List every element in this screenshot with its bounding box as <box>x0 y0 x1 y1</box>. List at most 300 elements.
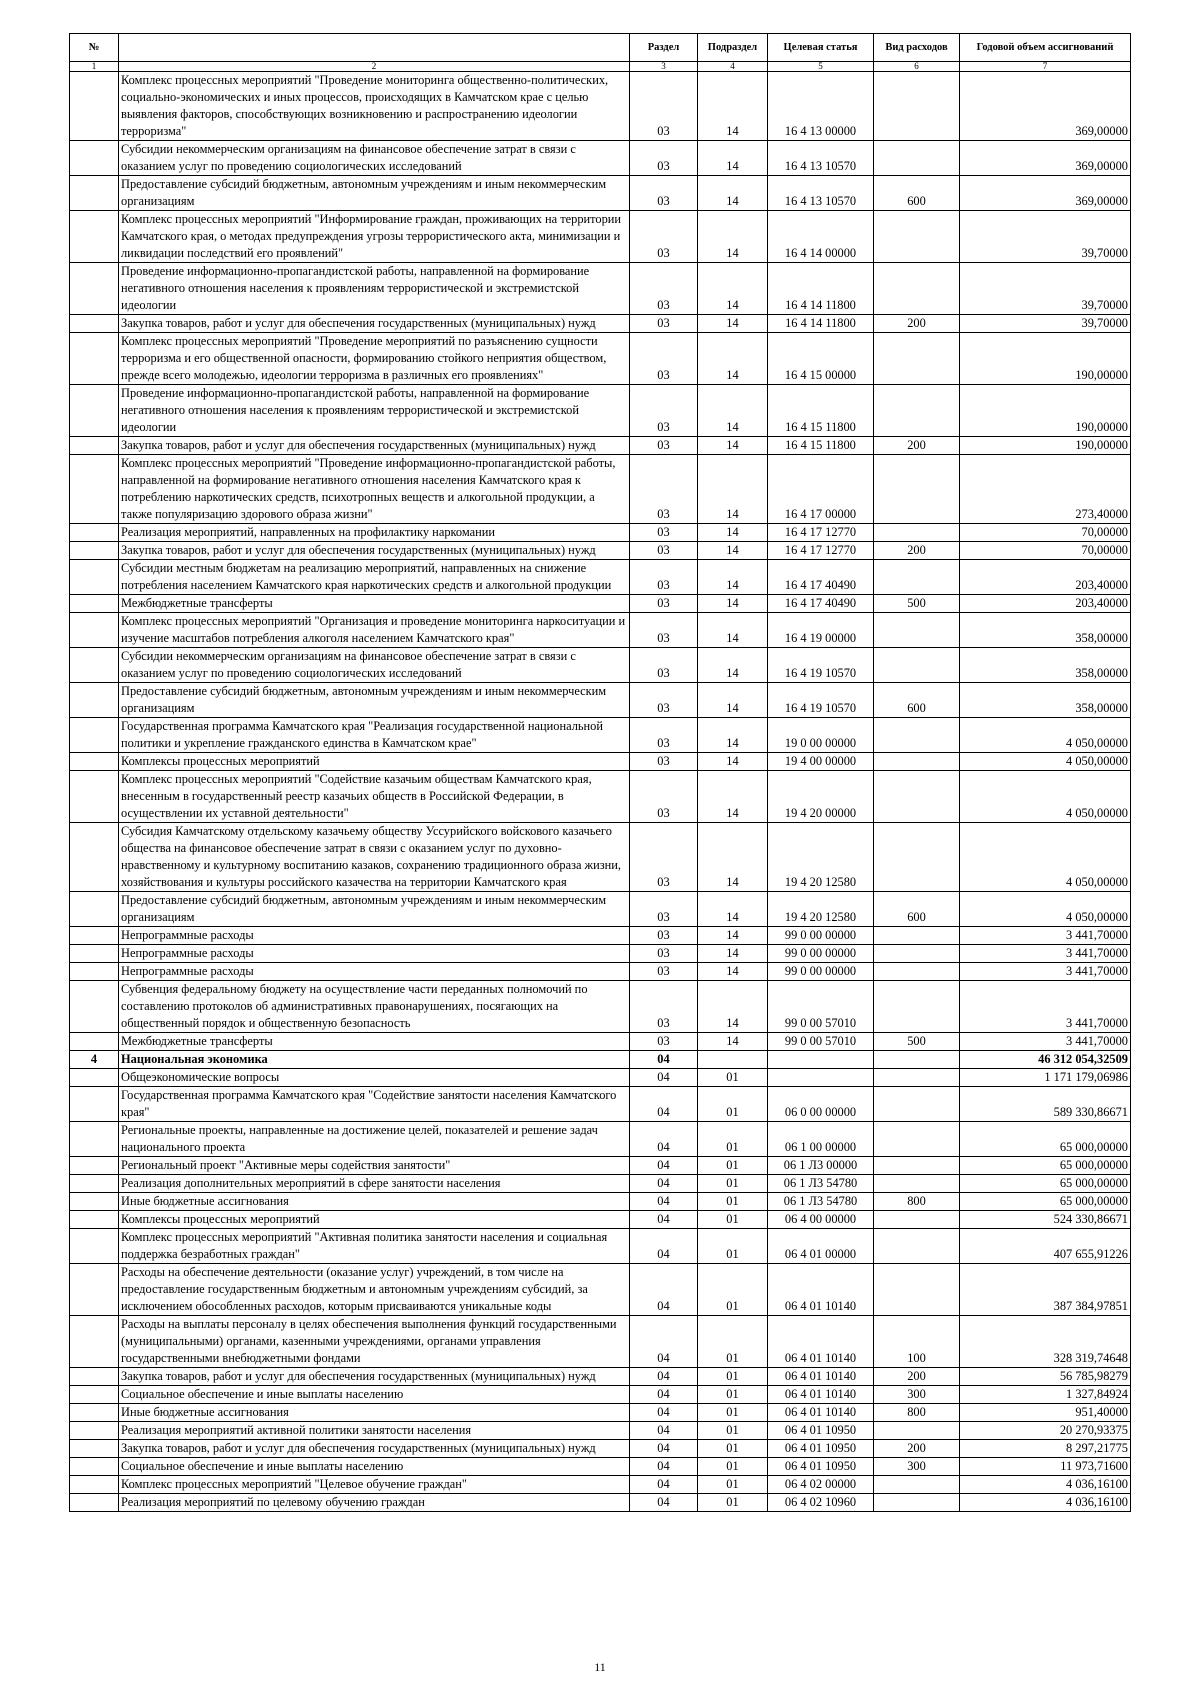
row-expense-type-cell <box>874 1264 960 1316</box>
row-expense-type-cell <box>874 963 960 981</box>
row-amount-cell: 8 297,21775 <box>960 1440 1131 1458</box>
row-expense-type-cell <box>874 648 960 683</box>
table-row <box>70 1494 1131 1512</box>
table-row <box>70 683 1131 718</box>
row-section-cell: 03 <box>630 385 698 437</box>
row-subsection-cell: 01 <box>698 1122 768 1157</box>
header-number: № <box>70 34 119 62</box>
row-name-cell: Субсидия Камчатскому отдельскому казачьему обществу Уссурийского войскового казачьего общества на финансовое обеспечение затрат в связи с оказанием услуг по духовно-нравственному и культурному воспитанию казаков, сохранению традиционного образа жизни, хозяйствования и культуры российского казачества на территории Камчатского края <box>119 823 630 892</box>
row-number-cell <box>70 1264 119 1316</box>
row-section-cell: 03 <box>630 595 698 613</box>
row-section-cell: 03 <box>630 524 698 542</box>
table-row <box>70 1229 1131 1264</box>
column-number: 6 <box>874 62 960 72</box>
row-name-cell: Субвенция федеральному бюджету на осуществление части переданных полномочий по составлению протоколов об административных правонарушениях, посягающих на общественный порядок и общественную безопасность <box>119 981 630 1033</box>
row-name-cell: Реализация мероприятий, направленных на профилактику наркомании <box>119 524 630 542</box>
row-number-cell <box>70 1157 119 1175</box>
row-amount-cell: 358,00000 <box>960 648 1131 683</box>
row-subsection-cell: 14 <box>698 72 768 141</box>
table-row <box>70 524 1131 542</box>
row-name-cell: Комплекс процессных мероприятий "Проведение информационно-пропагандистской работы, направленной на формирование негативного отношения населения Камчатского края к потреблению наркотических средств, психотропных веществ и алкогольной продукции, а также популяризацию здорового образа жизни" <box>119 455 630 524</box>
row-number-cell <box>70 1494 119 1512</box>
table-row <box>70 771 1131 823</box>
row-section-cell: 04 <box>630 1193 698 1211</box>
row-name-cell: Предоставление субсидий бюджетным, автономным учреждениям и иным некоммерческим организациям <box>119 683 630 718</box>
row-expense-type-cell: 600 <box>874 892 960 927</box>
row-subsection-cell: 14 <box>698 263 768 315</box>
row-section-cell: 04 <box>630 1476 698 1494</box>
row-amount-cell: 3 441,70000 <box>960 927 1131 945</box>
row-target-article-cell: 06 4 00 00000 <box>768 1211 874 1229</box>
table-row <box>70 560 1131 595</box>
row-section-cell: 03 <box>630 945 698 963</box>
row-subsection-cell: 14 <box>698 211 768 263</box>
row-expense-type-cell <box>874 927 960 945</box>
column-number-row <box>70 62 1131 72</box>
table-row <box>70 1122 1131 1157</box>
row-section-cell: 04 <box>630 1051 698 1069</box>
row-name-cell: Закупка товаров, работ и услуг для обеспечения государственных (муниципальных) нужд <box>119 542 630 560</box>
row-section-cell: 03 <box>630 333 698 385</box>
row-name-cell: Закупка товаров, работ и услуг для обеспечения государственных (муниципальных) нужд <box>119 315 630 333</box>
row-amount-cell: 358,00000 <box>960 613 1131 648</box>
row-expense-type-cell: 600 <box>874 176 960 211</box>
row-name-cell: Межбюджетные трансферты <box>119 595 630 613</box>
row-expense-type-cell <box>874 1476 960 1494</box>
table-row <box>70 1033 1131 1051</box>
row-section-cell: 03 <box>630 613 698 648</box>
row-target-article-cell: 06 4 02 00000 <box>768 1476 874 1494</box>
row-expense-type-cell <box>874 211 960 263</box>
table-row <box>70 211 1131 263</box>
row-subsection-cell: 14 <box>698 437 768 455</box>
row-number-cell <box>70 718 119 753</box>
row-section-cell: 03 <box>630 72 698 141</box>
row-number-cell <box>70 927 119 945</box>
row-target-article-cell: 16 4 19 00000 <box>768 613 874 648</box>
table-row <box>70 613 1131 648</box>
row-name-cell: Комплекс процессных мероприятий "Проведение мониторинга общественно-политических, социально-экономических и иных процессов, происходящих в Камчатском крае с целью выявления факторов, способствующих возникновению и распространению идеологии терроризма" <box>119 72 630 141</box>
row-expense-type-cell <box>874 1422 960 1440</box>
row-subsection-cell: 01 <box>698 1087 768 1122</box>
row-target-article-cell: 99 0 00 00000 <box>768 963 874 981</box>
table-row <box>70 823 1131 892</box>
table-row <box>70 315 1131 333</box>
row-name-cell: Комплексы процессных мероприятий <box>119 1211 630 1229</box>
row-amount-cell: 369,00000 <box>960 141 1131 176</box>
table-body <box>70 72 1131 1512</box>
row-amount-cell: 65 000,00000 <box>960 1122 1131 1157</box>
row-subsection-cell: 14 <box>698 927 768 945</box>
row-section-cell: 04 <box>630 1264 698 1316</box>
row-section-cell: 03 <box>630 455 698 524</box>
row-amount-cell: 39,70000 <box>960 315 1131 333</box>
row-name-cell: Общеэкономические вопросы <box>119 1069 630 1087</box>
row-section-cell: 04 <box>630 1422 698 1440</box>
row-name-cell: Государственная программа Камчатского края "Реализация государственной национальной политики и укрепление гражданского единства в Камчатском крае" <box>119 718 630 753</box>
row-section-cell: 04 <box>630 1175 698 1193</box>
row-amount-cell: 1 171 179,06986 <box>960 1069 1131 1087</box>
row-target-article-cell: 06 4 01 10950 <box>768 1422 874 1440</box>
row-target-article-cell: 16 4 19 10570 <box>768 683 874 718</box>
table-row <box>70 718 1131 753</box>
row-expense-type-cell <box>874 1229 960 1264</box>
row-name-cell: Непрограммные расходы <box>119 945 630 963</box>
row-section-cell: 03 <box>630 892 698 927</box>
table-header <box>70 34 1131 72</box>
row-number-cell <box>70 1368 119 1386</box>
row-name-cell: Реализация дополнительных мероприятий в сфере занятости населения <box>119 1175 630 1193</box>
row-target-article-cell: 06 1 00 00000 <box>768 1122 874 1157</box>
row-subsection-cell: 14 <box>698 718 768 753</box>
row-section-cell: 04 <box>630 1316 698 1368</box>
row-amount-cell: 3 441,70000 <box>960 945 1131 963</box>
row-target-article-cell: 06 4 01 00000 <box>768 1229 874 1264</box>
row-name-cell: Расходы на выплаты персоналу в целях обеспечения выполнения функций государственными (муниципальными) органами, казенными учреждениями, органами управления государственными внебюджетными фондами <box>119 1316 630 1368</box>
row-amount-cell: 4 050,00000 <box>960 823 1131 892</box>
row-section-cell: 04 <box>630 1229 698 1264</box>
row-expense-type-cell: 500 <box>874 595 960 613</box>
row-subsection-cell: 14 <box>698 613 768 648</box>
row-amount-cell: 11 973,71600 <box>960 1458 1131 1476</box>
row-amount-cell: 70,00000 <box>960 542 1131 560</box>
row-expense-type-cell: 100 <box>874 1316 960 1368</box>
row-subsection-cell: 01 <box>698 1229 768 1264</box>
row-amount-cell: 4 036,16100 <box>960 1494 1131 1512</box>
table-row <box>70 455 1131 524</box>
row-subsection-cell: 01 <box>698 1368 768 1386</box>
row-target-article-cell: 19 4 20 12580 <box>768 892 874 927</box>
row-section-cell: 03 <box>630 560 698 595</box>
row-section-cell: 03 <box>630 963 698 981</box>
row-subsection-cell: 01 <box>698 1211 768 1229</box>
row-target-article-cell: 16 4 13 00000 <box>768 72 874 141</box>
row-target-article-cell: 16 4 17 00000 <box>768 455 874 524</box>
row-name-cell: Социальное обеспечение и иные выплаты населению <box>119 1386 630 1404</box>
header-target-article: Целевая статья <box>768 34 874 62</box>
row-number-cell <box>70 437 119 455</box>
row-expense-type-cell <box>874 1087 960 1122</box>
row-target-article-cell: 06 4 01 10950 <box>768 1458 874 1476</box>
row-expense-type-cell <box>874 455 960 524</box>
row-number-cell <box>70 315 119 333</box>
row-expense-type-cell <box>874 524 960 542</box>
row-target-article-cell: 06 4 01 10140 <box>768 1264 874 1316</box>
row-subsection-cell: 14 <box>698 892 768 927</box>
row-subsection-cell: 14 <box>698 648 768 683</box>
row-expense-type-cell: 300 <box>874 1458 960 1476</box>
row-subsection-cell: 14 <box>698 385 768 437</box>
row-number-cell <box>70 1458 119 1476</box>
row-amount-cell: 203,40000 <box>960 560 1131 595</box>
row-name-cell: Закупка товаров, работ и услуг для обеспечения государственных (муниципальных) нужд <box>119 437 630 455</box>
row-subsection-cell <box>698 1051 768 1069</box>
row-section-cell: 03 <box>630 771 698 823</box>
table-row <box>70 1264 1131 1316</box>
row-amount-cell: 39,70000 <box>960 211 1131 263</box>
row-section-cell: 04 <box>630 1122 698 1157</box>
row-target-article-cell: 06 4 01 10140 <box>768 1368 874 1386</box>
row-number-cell <box>70 1175 119 1193</box>
row-section-cell: 04 <box>630 1211 698 1229</box>
row-amount-cell: 70,00000 <box>960 524 1131 542</box>
row-name-cell: Социальное обеспечение и иные выплаты населению <box>119 1458 630 1476</box>
row-number-cell <box>70 892 119 927</box>
row-target-article-cell: 06 4 01 10140 <box>768 1386 874 1404</box>
row-expense-type-cell: 200 <box>874 437 960 455</box>
row-section-cell: 04 <box>630 1440 698 1458</box>
row-section-cell: 03 <box>630 176 698 211</box>
row-section-cell: 03 <box>630 753 698 771</box>
row-subsection-cell: 01 <box>698 1476 768 1494</box>
row-section-cell: 04 <box>630 1404 698 1422</box>
row-amount-cell: 524 330,86671 <box>960 1211 1131 1229</box>
row-amount-cell: 951,40000 <box>960 1404 1131 1422</box>
row-section-cell: 03 <box>630 981 698 1033</box>
row-number-cell <box>70 1033 119 1051</box>
header-section: Раздел <box>630 34 698 62</box>
table-row <box>70 963 1131 981</box>
table-row <box>70 542 1131 560</box>
row-target-article-cell: 16 4 17 40490 <box>768 595 874 613</box>
row-number-cell <box>70 560 119 595</box>
row-subsection-cell: 14 <box>698 771 768 823</box>
row-name-cell: Непрограммные расходы <box>119 963 630 981</box>
row-subsection-cell: 14 <box>698 176 768 211</box>
row-expense-type-cell <box>874 1494 960 1512</box>
row-amount-cell: 65 000,00000 <box>960 1157 1131 1175</box>
row-expense-type-cell <box>874 753 960 771</box>
row-subsection-cell: 14 <box>698 753 768 771</box>
row-section-cell: 04 <box>630 1458 698 1476</box>
header-annual-amount: Годовой объем ассигнований <box>960 34 1131 62</box>
row-number-cell <box>70 963 119 981</box>
row-section-cell: 03 <box>630 718 698 753</box>
row-expense-type-cell: 200 <box>874 315 960 333</box>
table-row <box>70 1440 1131 1458</box>
row-target-article-cell: 06 4 02 10960 <box>768 1494 874 1512</box>
column-number: 1 <box>70 62 119 72</box>
row-expense-type-cell <box>874 560 960 595</box>
row-name-cell: Закупка товаров, работ и услуг для обеспечения государственных (муниципальных) нужд <box>119 1440 630 1458</box>
table-row <box>70 1051 1131 1069</box>
row-name-cell: Комплекс процессных мероприятий "Проведение мероприятий по разъяснению сущности терроризма и его общественной опасности, формированию стойкого неприятия обществом, прежде всего молодежью, идеологии терроризма в различных его проявлениях" <box>119 333 630 385</box>
row-amount-cell: 190,00000 <box>960 333 1131 385</box>
column-number: 3 <box>630 62 698 72</box>
table-row <box>70 1422 1131 1440</box>
row-section-cell: 04 <box>630 1494 698 1512</box>
row-name-cell: Комплекс процессных мероприятий "Организация и проведение мониторинга наркоситуации и изучение масштабов потребления алкоголя населением Камчатского края" <box>119 613 630 648</box>
table-row <box>70 1476 1131 1494</box>
row-expense-type-cell <box>874 1051 960 1069</box>
row-target-article-cell: 16 4 15 11800 <box>768 385 874 437</box>
row-name-cell: Региональный проект "Активные меры содействия занятости" <box>119 1157 630 1175</box>
row-name-cell: Закупка товаров, работ и услуг для обеспечения государственных (муниципальных) нужд <box>119 1368 630 1386</box>
row-target-article-cell: 06 1 Л3 00000 <box>768 1157 874 1175</box>
row-number-cell <box>70 1422 119 1440</box>
row-target-article-cell <box>768 1069 874 1087</box>
row-number-cell <box>70 333 119 385</box>
table-row <box>70 141 1131 176</box>
column-number: 2 <box>119 62 630 72</box>
row-amount-cell: 4 050,00000 <box>960 771 1131 823</box>
row-target-article-cell: 06 4 01 10950 <box>768 1440 874 1458</box>
row-number-cell <box>70 1386 119 1404</box>
table-row <box>70 333 1131 385</box>
row-expense-type-cell: 200 <box>874 1440 960 1458</box>
row-number-cell <box>70 176 119 211</box>
row-name-cell: Проведение информационно-пропагандистской работы, направленной на формирование негативного отношения населения к проявлениям террористической и экстремистской идеологии <box>119 263 630 315</box>
table-row <box>70 437 1131 455</box>
row-name-cell: Межбюджетные трансферты <box>119 1033 630 1051</box>
row-number-cell <box>70 72 119 141</box>
row-expense-type-cell <box>874 385 960 437</box>
header-name <box>119 34 630 62</box>
column-number: 5 <box>768 62 874 72</box>
row-section-cell: 03 <box>630 1033 698 1051</box>
row-subsection-cell: 14 <box>698 333 768 385</box>
row-number-cell <box>70 211 119 263</box>
row-expense-type-cell: 800 <box>874 1193 960 1211</box>
row-target-article-cell: 06 4 01 10140 <box>768 1404 874 1422</box>
row-number-cell <box>70 823 119 892</box>
table-row <box>70 1069 1131 1087</box>
row-name-cell: Комплекс процессных мероприятий "Активная политика занятости населения и социальная поддержка безработных граждан" <box>119 1229 630 1264</box>
row-expense-type-cell <box>874 718 960 753</box>
table-row <box>70 927 1131 945</box>
row-section-cell: 03 <box>630 263 698 315</box>
column-number: 7 <box>960 62 1131 72</box>
row-number-cell <box>70 613 119 648</box>
row-amount-cell: 407 655,91226 <box>960 1229 1131 1264</box>
row-name-cell: Региональные проекты, направленные на достижение целей, показателей и решение задач национального проекта <box>119 1122 630 1157</box>
row-amount-cell: 358,00000 <box>960 683 1131 718</box>
header-subsection: Подраздел <box>698 34 768 62</box>
row-name-cell: Расходы на обеспечение деятельности (оказание услуг) учреждений, в том числе на предоставление государственным бюджетным и автономным учреждениям субсидий, за исключением обособленных расходов, которым присваиваются уникальные коды <box>119 1264 630 1316</box>
row-number-cell <box>70 1087 119 1122</box>
row-expense-type-cell: 200 <box>874 542 960 560</box>
row-number-cell <box>70 683 119 718</box>
row-expense-type-cell <box>874 1211 960 1229</box>
row-name-cell: Субсидии некоммерческим организациям на финансовое обеспечение затрат в связи с оказанием услуг по проведению социологических исследований <box>119 141 630 176</box>
row-subsection-cell: 01 <box>698 1458 768 1476</box>
row-expense-type-cell: 300 <box>874 1386 960 1404</box>
table-row <box>70 1211 1131 1229</box>
row-number-cell <box>70 1316 119 1368</box>
row-subsection-cell: 14 <box>698 963 768 981</box>
row-number-cell <box>70 753 119 771</box>
row-section-cell: 03 <box>630 648 698 683</box>
row-subsection-cell: 01 <box>698 1440 768 1458</box>
table-row <box>70 892 1131 927</box>
row-number-cell <box>70 945 119 963</box>
row-section-cell: 04 <box>630 1069 698 1087</box>
row-target-article-cell: 16 4 14 00000 <box>768 211 874 263</box>
row-target-article-cell <box>768 1051 874 1069</box>
row-amount-cell: 387 384,97851 <box>960 1264 1131 1316</box>
row-number-cell <box>70 648 119 683</box>
row-name-cell: Иные бюджетные ассигнования <box>119 1193 630 1211</box>
row-subsection-cell: 01 <box>698 1386 768 1404</box>
row-number-cell <box>70 1229 119 1264</box>
row-name-cell: Предоставление субсидий бюджетным, автономным учреждениям и иным некоммерческим организациям <box>119 892 630 927</box>
row-amount-cell: 3 441,70000 <box>960 981 1131 1033</box>
table-row <box>70 1458 1131 1476</box>
row-amount-cell: 1 327,84924 <box>960 1386 1131 1404</box>
table-row <box>70 1316 1131 1368</box>
row-target-article-cell: 16 4 13 10570 <box>768 176 874 211</box>
row-target-article-cell: 16 4 17 40490 <box>768 560 874 595</box>
row-target-article-cell: 16 4 17 12770 <box>768 524 874 542</box>
table-row <box>70 648 1131 683</box>
row-subsection-cell: 14 <box>698 823 768 892</box>
row-amount-cell: 3 441,70000 <box>960 1033 1131 1051</box>
row-section-cell: 03 <box>630 437 698 455</box>
row-subsection-cell: 14 <box>698 1033 768 1051</box>
row-amount-cell: 273,40000 <box>960 455 1131 524</box>
row-number-cell <box>70 1404 119 1422</box>
row-name-cell: Комплексы процессных мероприятий <box>119 753 630 771</box>
row-amount-cell: 4 050,00000 <box>960 753 1131 771</box>
row-target-article-cell: 06 1 Л3 54780 <box>768 1193 874 1211</box>
row-expense-type-cell <box>874 1157 960 1175</box>
row-name-cell: Национальная экономика <box>119 1051 630 1069</box>
row-expense-type-cell <box>874 613 960 648</box>
row-name-cell: Комплекс процессных мероприятий "Информирование граждан, проживающих на территории Камчатского края, о методах предупреждения угрозы террористического акта, минимизации и ликвидации последствий его проявлений" <box>119 211 630 263</box>
row-subsection-cell: 14 <box>698 595 768 613</box>
row-target-article-cell: 06 0 00 00000 <box>768 1087 874 1122</box>
table-row <box>70 385 1131 437</box>
row-expense-type-cell: 500 <box>874 1033 960 1051</box>
table-row <box>70 176 1131 211</box>
row-number-cell <box>70 385 119 437</box>
row-subsection-cell: 01 <box>698 1316 768 1368</box>
row-target-article-cell: 19 4 20 12580 <box>768 823 874 892</box>
row-target-article-cell: 16 4 17 12770 <box>768 542 874 560</box>
row-subsection-cell: 14 <box>698 455 768 524</box>
row-subsection-cell: 14 <box>698 945 768 963</box>
row-number-cell <box>70 1069 119 1087</box>
table-row <box>70 1368 1131 1386</box>
row-number-cell <box>70 141 119 176</box>
page-number: 11 <box>594 1660 606 1674</box>
row-subsection-cell: 14 <box>698 542 768 560</box>
row-expense-type-cell: 800 <box>874 1404 960 1422</box>
row-section-cell: 03 <box>630 683 698 718</box>
table-row <box>70 595 1131 613</box>
row-amount-cell: 328 319,74648 <box>960 1316 1131 1368</box>
row-amount-cell: 190,00000 <box>960 437 1131 455</box>
column-number: 4 <box>698 62 768 72</box>
row-number-cell <box>70 263 119 315</box>
row-subsection-cell: 14 <box>698 524 768 542</box>
row-expense-type-cell <box>874 263 960 315</box>
row-target-article-cell: 06 1 Л3 54780 <box>768 1175 874 1193</box>
row-amount-cell: 46 312 054,32509 <box>960 1051 1131 1069</box>
row-section-cell: 03 <box>630 542 698 560</box>
table-row <box>70 1175 1131 1193</box>
row-expense-type-cell: 200 <box>874 1368 960 1386</box>
row-subsection-cell: 01 <box>698 1264 768 1316</box>
row-subsection-cell: 01 <box>698 1175 768 1193</box>
table-row <box>70 72 1131 141</box>
row-section-cell: 03 <box>630 211 698 263</box>
row-target-article-cell: 99 0 00 57010 <box>768 981 874 1033</box>
row-target-article-cell: 99 0 00 00000 <box>768 927 874 945</box>
row-target-article-cell: 19 4 20 00000 <box>768 771 874 823</box>
row-target-article-cell: 99 0 00 00000 <box>768 945 874 963</box>
row-expense-type-cell <box>874 981 960 1033</box>
